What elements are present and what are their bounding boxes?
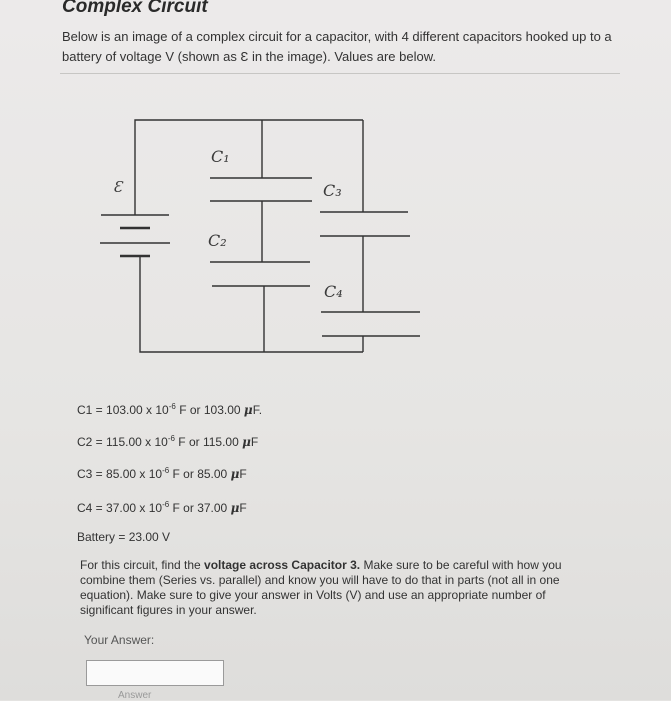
c3-label: C₃	[323, 181, 342, 200]
answer-input[interactable]	[86, 660, 224, 686]
c4-label: C₄	[324, 282, 343, 301]
c1-label: C₁	[211, 147, 230, 166]
value-c1: C1 = 103.00 x $10^{-6}$ F or 103.00 μF.	[77, 402, 263, 417]
question-emphasis: voltage across Capacitor 3.	[204, 558, 361, 572]
wire-left-bottom	[140, 256, 363, 352]
battery-label: Ɛ	[113, 178, 123, 196]
value-c3: C3 = 85.00 x $10^{-6}$ F or 85.00 μF	[77, 466, 247, 481]
question-text: For this circuit, find the voltage across Capacitor 3. Make sure to be careful with how you combine them (Series vs. parallel) and know you will have to do that in parts (not all in one equation). Make sure to give your answer in Volts (V) and use an appropriate number of significant figures in your answer.	[80, 558, 562, 617]
page-title: Complex Circuit	[62, 0, 208, 17]
intro-text: Below is an image of a complex circuit for a capacitor, with 4 different capacitors hooked up to a battery of voltage V (shown as Ɛ in the image). Values are below.	[62, 29, 612, 64]
c2-label: C₂	[208, 231, 227, 250]
answer-button[interactable]: Answer	[118, 690, 152, 701]
value-c4: C4 = 37.00 x $10^{-6}$ F or 37.00 μF	[77, 500, 247, 515]
battery-value: Battery = 23.00 V	[77, 530, 171, 544]
value-c2: C2 = 115.00 x $10^{-6}$ F or 115.00 μF	[77, 434, 259, 449]
answer-label: Your Answer:	[84, 633, 155, 647]
